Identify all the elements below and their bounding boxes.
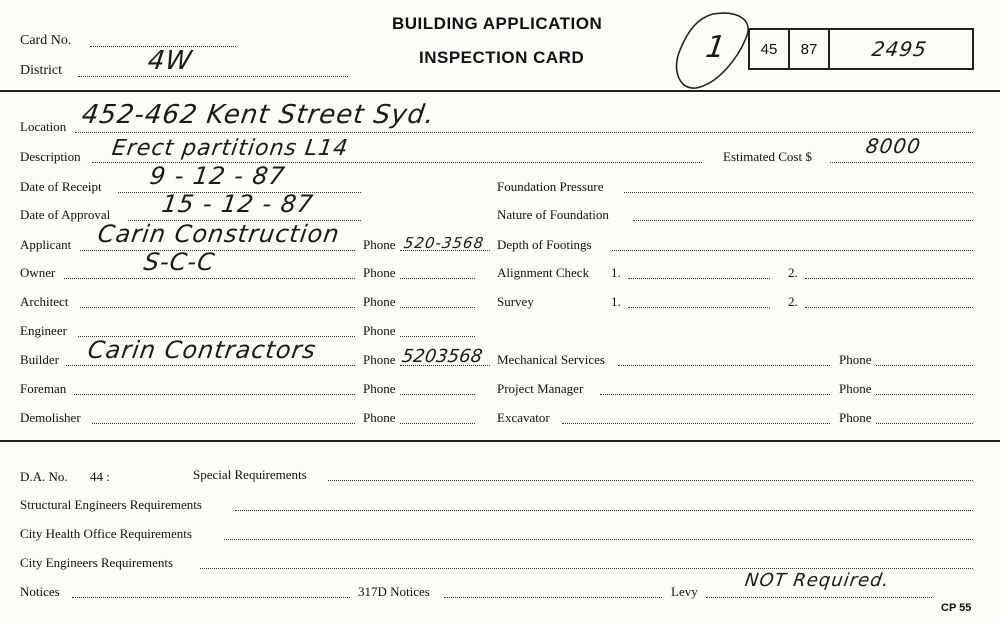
- demolisher-label: Demolisher: [20, 410, 81, 425]
- foreman-phone-line: [400, 394, 475, 395]
- location-value: 452-462 Kent Street Syd.: [79, 100, 437, 130]
- engineer-phone-label: Phone: [363, 323, 396, 338]
- foundation-pressure-label: Foundation Pressure: [497, 179, 604, 194]
- alignment-line1: [628, 278, 770, 279]
- owner-line: [64, 278, 355, 279]
- project-manager-phone-label: Phone: [839, 381, 872, 396]
- ref-box-3: [828, 28, 974, 70]
- estimated-cost-value: 8000: [864, 134, 923, 158]
- demolisher-phone-line: [400, 423, 475, 424]
- project-manager-phone-line: [876, 394, 973, 395]
- district-line: [78, 76, 348, 77]
- excavator-label: Excavator: [497, 410, 550, 425]
- location-label: Location: [20, 119, 67, 134]
- special-req-line: [328, 480, 973, 481]
- date-approval-label: Date of Approval: [20, 207, 111, 222]
- notices-label: Notices: [20, 584, 60, 599]
- architect-label: Architect: [20, 294, 69, 309]
- notices-317d-label: 317D Notices: [358, 584, 430, 599]
- depth-footings-line: [612, 250, 973, 251]
- builder-phone-label: Phone: [363, 352, 396, 367]
- nature-foundation-label: Nature of Foundation: [497, 207, 609, 222]
- excavator-phone-line: [876, 423, 973, 424]
- mechanical-line: [618, 365, 830, 366]
- excavator-phone-label: Phone: [839, 410, 872, 425]
- district-label: District: [20, 63, 62, 78]
- survey-num2: 2.: [788, 294, 798, 309]
- da-no-label: D.A. No.: [20, 469, 68, 484]
- levy-label: Levy: [671, 584, 698, 599]
- alignment-line2: [805, 278, 973, 279]
- title-line1: BUILDING APPLICATION: [392, 14, 603, 33]
- alignment-num2: 2.: [788, 265, 798, 280]
- estimated-cost-label: Estimated Cost $: [723, 149, 812, 164]
- project-manager-line: [600, 394, 830, 395]
- da-no-value: 44 :: [90, 469, 110, 484]
- location-line: [75, 132, 973, 133]
- city-health-label: City Health Office Requirements: [20, 526, 192, 541]
- architect-phone-label: Phone: [363, 294, 396, 309]
- ref-box-3-value: 2495: [870, 37, 929, 61]
- date-receipt-value: 9 - 12 - 87: [148, 162, 288, 190]
- survey-line2: [805, 307, 973, 308]
- mechanical-label: Mechanical Services: [497, 352, 605, 367]
- notices-317d-line: [444, 597, 662, 598]
- owner-value: S-C-C: [142, 248, 218, 276]
- header-divider: [0, 90, 1000, 92]
- builder-line: [66, 365, 355, 366]
- project-manager-label: Project Manager: [497, 381, 584, 396]
- architect-phone-line: [400, 307, 475, 308]
- levy-line: [706, 597, 932, 598]
- city-engineers-label: City Engineers Requirements: [20, 555, 174, 570]
- date-receipt-label: Date of Receipt: [20, 179, 102, 194]
- card-no-label: Card No.: [20, 33, 72, 48]
- builder-value: Carin Contractors: [86, 336, 319, 364]
- mechanical-phone-label: Phone: [839, 352, 872, 367]
- engineer-label: Engineer: [20, 323, 67, 338]
- applicant-phone-value: 520-3568: [402, 234, 486, 252]
- foreman-label: Foreman: [20, 381, 67, 396]
- special-req-label: Special Requirements: [193, 467, 307, 482]
- section-divider: [0, 440, 1000, 442]
- structural-label: Structural Engineers Requirements: [20, 497, 202, 512]
- alignment-check-label: Alignment Check: [497, 265, 590, 280]
- applicant-line: [80, 250, 355, 251]
- applicant-value: Carin Construction: [96, 220, 342, 248]
- district-value: 4W: [145, 46, 195, 76]
- notices-line: [72, 597, 350, 598]
- demolisher-line: [92, 423, 355, 424]
- excavator-line: [562, 423, 830, 424]
- owner-phone-line: [400, 278, 475, 279]
- applicant-label: Applicant: [20, 237, 72, 252]
- estimated-cost-line: [830, 162, 973, 163]
- survey-line1: [628, 307, 770, 308]
- city-engineers-line: [200, 568, 973, 569]
- foundation-pressure-line: [624, 192, 973, 193]
- mechanical-phone-line: [876, 365, 973, 366]
- ref-box-1: 45: [748, 28, 790, 70]
- levy-value: NOT Required.: [743, 570, 891, 591]
- applicant-phone-label: Phone: [363, 237, 396, 252]
- description-label: Description: [20, 149, 81, 164]
- foreman-phone-label: Phone: [363, 381, 396, 396]
- description-value: Erect partitions L14: [110, 136, 351, 161]
- form-code: CP 55: [941, 602, 972, 614]
- survey-label: Survey: [497, 294, 534, 309]
- owner-label: Owner: [20, 265, 56, 280]
- survey-num1: 1.: [611, 294, 621, 309]
- city-health-line: [224, 539, 973, 540]
- date-approval-value: 15 - 12 - 87: [160, 190, 316, 218]
- circled-number: 1: [703, 30, 729, 65]
- demolisher-phone-label: Phone: [363, 410, 396, 425]
- engineer-phone-line: [400, 336, 475, 337]
- builder-label: Builder: [20, 352, 59, 367]
- depth-footings-label: Depth of Footings: [497, 237, 592, 252]
- owner-phone-label: Phone: [363, 265, 396, 280]
- ref-box-2: 87: [788, 28, 830, 70]
- structural-line: [235, 510, 973, 511]
- architect-line: [80, 307, 355, 308]
- nature-foundation-line: [633, 220, 973, 221]
- alignment-num1: 1.: [611, 265, 621, 280]
- foreman-line: [74, 394, 355, 395]
- title-line2: INSPECTION CARD: [419, 48, 585, 67]
- builder-phone-value: 5203568: [400, 346, 484, 367]
